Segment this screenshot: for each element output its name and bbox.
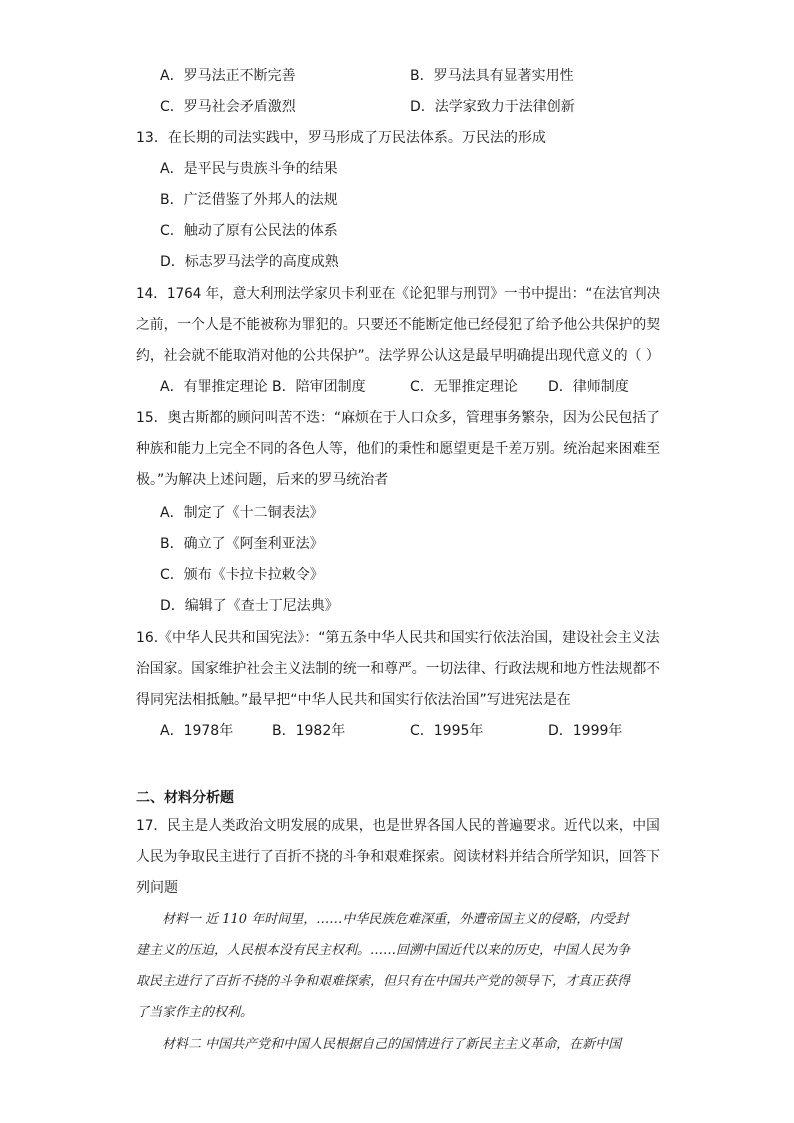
q13-option-b[interactable]: B．广泛借鉴了外邦人的法规 — [160, 192, 338, 208]
q15-stem-line-1: 15．奥古斯都的顾问叫苦不迭：“麻烦在于人口众多，管理事务繁杂，因为公民包括了 — [136, 410, 661, 426]
material-1-line-4: 了当家作主的权利。 — [136, 1005, 254, 1020]
q14-options-row — [160, 377, 760, 397]
q13-stem: 13．在长期的司法实践中，罗马形成了万民法体系。万民法的形成 — [136, 130, 546, 146]
q15-option-d[interactable]: D．编辑了《查士丁尼法典》 — [160, 598, 339, 614]
q12-option-b[interactable]: B．罗马法具有显著实用性 — [410, 68, 574, 84]
q16-stem-line-1: 16.《中华人民共和国宪法》：“第五条中华人民共和国实行依法治国，建设社会主义法 — [136, 630, 660, 646]
q15-option-b[interactable]: B．确立了《阿奎利亚法》 — [160, 536, 324, 552]
q12-options-row-1 — [160, 66, 760, 86]
q16-option-b[interactable]: B．1982年 — [272, 723, 346, 739]
q13-option-d[interactable]: D．标志罗马法学的高度成熟 — [160, 254, 339, 270]
q16-option-a[interactable]: A．1978年 — [160, 723, 234, 739]
q12-option-a[interactable]: A．罗马法正不断完善 — [160, 68, 296, 84]
q15-option-c[interactable]: C．颁布《卡拉卡拉敕令》 — [160, 567, 324, 583]
q12-options-row-2 — [160, 97, 760, 117]
q16-stem-line-2: 治国家。国家维护社会主义法制的统一和尊严。一切法律、行政法规和地方性法规都不 — [136, 661, 661, 677]
q14-option-d[interactable]: D．律师制度 — [548, 379, 629, 395]
q12-option-d[interactable]: D．法学家致力于法律创新 — [410, 99, 575, 115]
q13-option-a[interactable]: A．是平民与贵族斗争的结果 — [160, 161, 338, 177]
q15-stem-line-3: 极。”为解决上述问题，后来的罗马统治者 — [136, 472, 389, 488]
q14-option-c[interactable]: C．无罪推定理论 — [410, 379, 518, 395]
q14-stem-line-3: 约，社会就不能取消对他的公共保护”。法学界公认这是最早明确提出现代意义的（ ） — [136, 348, 660, 364]
q16-option-d[interactable]: D．1999年 — [548, 723, 623, 739]
section-title: 二、材料分析题 — [136, 790, 234, 806]
q15-option-a[interactable]: A．制定了《十二铜表法》 — [160, 505, 324, 521]
q12-option-c[interactable]: C．罗马社会矛盾激烈 — [160, 99, 296, 115]
q16-options-row — [160, 721, 760, 741]
q16-option-c[interactable]: C．1995年 — [410, 723, 484, 739]
q14-stem-line-1: 14．1764 年，意大利刑法学家贝卡利亚在《论犯罪与刑罚》一书中提出：“在法官判决 — [136, 286, 661, 302]
q17-stem-line-3: 列问题 — [136, 880, 178, 896]
q15-stem-line-2: 种族和能力上完全不同的各色人等，他们的秉性和愿望更是千差万别。统治起来困难至 — [136, 441, 661, 457]
material-1-line-3: 取民主进行了百折不挠的斗争和艰难探索，但只有在中国共产党的领导下，才真正获得 — [136, 974, 631, 989]
material-1-line-2: 建主义的压迫，人民根本没有民主权利。……回溯中国近代以来的历史，中国人民为争 — [136, 943, 631, 958]
q14-option-ab[interactable]: A．有罪推定理论 B．陪审团制度 — [160, 379, 366, 395]
q17-stem-line-1: 17．民主是人类政治文明发展的成果，也是世界各国人民的普遍要求。近代以来，中国 — [136, 818, 660, 834]
material-2-line-1: 材料二 中国共产党和中国人民根据自己的国情进行了新民主主义革命，在新中国 — [162, 1037, 622, 1052]
q17-stem-line-2: 人民为争取民主进行了百折不挠的斗争和艰难探索。阅读材料并结合所学知识，回答下 — [136, 849, 661, 865]
q14-stem-line-2: 之前，一个人是不能被称为罪犯的。只要还不能断定他已经侵犯了给予他公共保护的契 — [136, 317, 661, 333]
material-1-line-1: 材料一 近 110 年时间里，……中华民族危难深重，外遭帝国主义的侵略，内受封 — [162, 912, 629, 927]
q13-option-c[interactable]: C．触动了原有公民法的体系 — [160, 223, 338, 239]
q16-stem-line-3: 得同宪法相抵触。”最早把“中华人民共和国实行依法治国”写进宪法是在 — [136, 692, 571, 708]
